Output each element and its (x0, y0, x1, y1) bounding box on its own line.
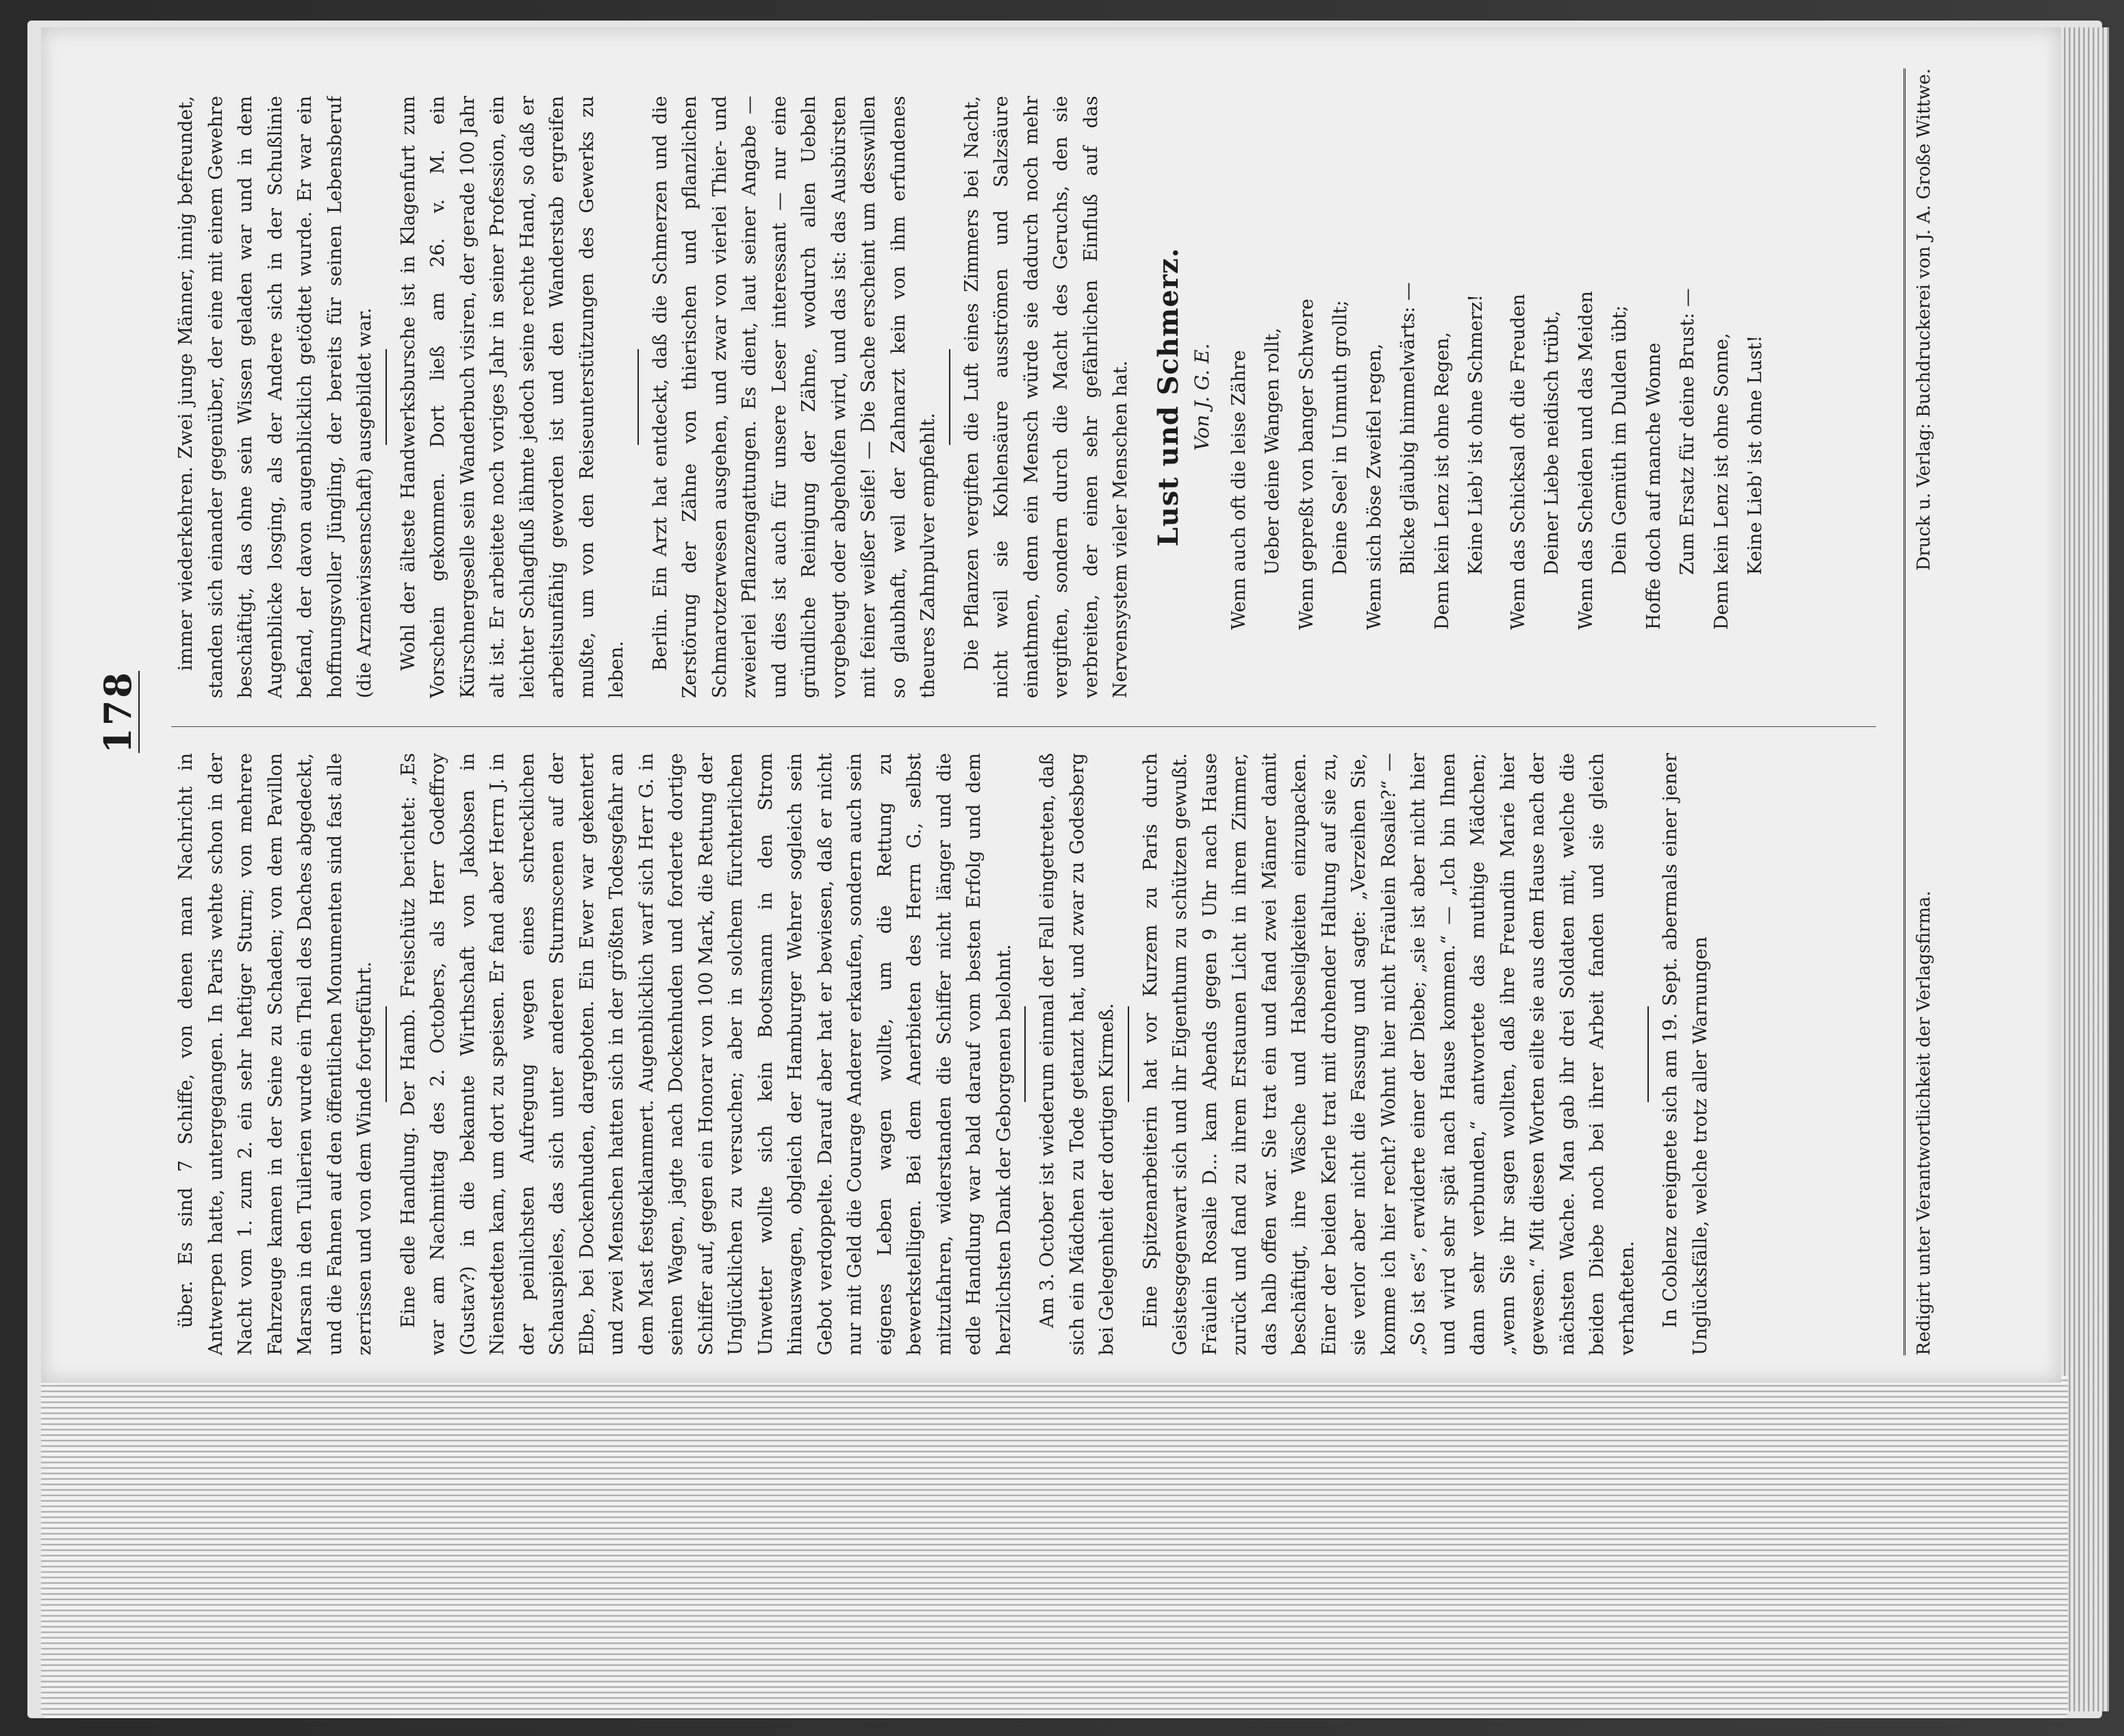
poem-line: Ueber deine Wangen rollt, (1262, 327, 1283, 575)
article-paragraph: über. Es sind 7 Schiffe, von denen man Nachricht in Antwerpen hatte, untergegangen. In Paris wehte schon in der Nacht vom 1. zum 2. ein sehr heftiger Sturm; von mehrere Fahrzeuge kamen in der Seine zu Schaden; von dem Pavillon Marsan in den Tuilerien wurde ein Theil des Daches abgedeckt, und die Fahnen auf den öffentlichen Monumenten sind fast alle zerrissen und von dem Winde fortgeführt. (175, 753, 375, 1355)
separator (637, 349, 639, 445)
page-number: 178 (96, 670, 140, 754)
poem-stanza (1504, 96, 1771, 657)
poem-line: Deine Seel' in Unmuth grollt; (1330, 300, 1351, 575)
column-rule (171, 726, 1876, 727)
poem-line: Denn kein Lenz ist ohne Regen, (1431, 331, 1453, 630)
article-paragraph: Eine edle Handlung. Der Hamb. Freischütz berichtet: „Es war am Nachmittag des 2. Octobers, als Herr Godeffroy (Gustav?) in die bekannte Wirthschaft von Jakobsen in Nienstedten kam, um dort zu speisen. Er fand aber Herrn J. in der peinlichsten Aufregung wegen eines schrecklichen Schauspieles, das sich unter anderen Sturmscenen auf der Elbe, bei Dockenhuden, dargeboten. Ein Ewer war gekentert und zwei Menschen hatten sich in der größten Todesgefahr an dem Mast festgeklammert. Augenblicklich warf sich Herr G. in seinen Wagen, jagte nach Dockenhuden und forderte dortige Schiffer auf, gegen ein Honorar von 100 Mark, die Rettung der Unglücklichen zu versuchen; aber in solchem fürchterlichen Unwetter wollte sich kein Bootsmann in den Strom hinauswagen, obgleich der Hamburger Wehrer sogleich sein Gebot verdoppelte. Darauf aber hat er bewiesen, daß er nicht nur mit Geld die Courage Anderer erkaufen, sondern auch sein eigenes Leben wagen wollte, um die Rettung zu bewerkstelligen. Bei dem Anerbieten des Herrn G., selbst mitzufahren, widerstanden die Schiffer nicht länger und die edle Handlung war bald darauf vom besten Erfolg und dem herzlichsten Dank der Geborgenen belohnt. (397, 753, 1015, 1355)
poem-line: Keine Lieb' ist ohne Schmerz! (1465, 294, 1487, 575)
book-page (41, 27, 2061, 1383)
left-column (171, 753, 1890, 1355)
footer-printer-note: Druck u. Verlag: Buchdruckerei von J. A. Große Wittwe. (1914, 68, 1934, 571)
header-rule (138, 671, 140, 753)
poem-line: Wenn das Schicksal oft die Freuden (1507, 294, 1529, 630)
article-paragraph: Am 3. October ist wiederum einmal der Fall eingetreten, daß sich ein Mädchen zu Tode getanzt hat, und zwar zu Godesberg bei Gelegenheit der dortigen Kirmeß. (1037, 753, 1117, 1355)
article-paragraph: Wohl der älteste Handwerksbursche ist in Klagenfurt zum Vorschein gekommen. Dort ließ am 26. v. M. ein Kürschnergeselle sein Wanderbuch visiren, der gerade 100 Jahr alt ist. Er arbeitete noch voriges Jahr in seiner Profession, ein leichter Schlagfluß lähmte jedoch seine rechte Hand, so daß er arbeitsunfähig geworden ist und den Wanderstab ergreifen mußte, um von den Reiseunterstützungen des Gewerks zu leben. (397, 96, 627, 698)
poem-line: Wenn sich böse Zweifel regen, (1363, 343, 1385, 630)
poem-line: Wenn auch oft die leise Zähre (1228, 350, 1250, 630)
separator (1647, 1006, 1649, 1102)
poem-title: Lust und Schmerz. (1152, 247, 1185, 547)
poem-line: Blicke gläubig himmelwärts: — (1398, 282, 1419, 575)
poem-line: Deiner Liebe neidisch trübt, (1541, 310, 1563, 575)
poem-line: Hoffe doch auf manche Wonne (1643, 342, 1665, 630)
page-edges-bottom (41, 1376, 2068, 1718)
rotated-page-content (96, 68, 2082, 1355)
poem-line: Wenn gepreßt von banger Schwere (1295, 298, 1317, 630)
separator (385, 1006, 387, 1102)
separator (1024, 1006, 1026, 1102)
poem-line: Denn kein Lenz ist ohne Sonne, (1710, 333, 1732, 630)
article-paragraph: Berlin. Ein Arzt hat entdeckt, daß die Schmerzen und die Zerstörung der Zähne von thierischen und pflanzlichen Schmarotzerwesen ausgehen, und zwar von vierlei Thier- und zweierlei Pflanzengattungen. Es dient, laut seiner Angabe — und dies ist auch für unsere Leser interessant — nur eine gründliche Reinigung der Zähne, wodurch allen Uebeln vorgebeugt oder abgeholfen wird, und das ist: das Ausbürsten mit feiner weißer Seife! — Die Sache erscheint um desswillen so glaubhaft, weil der Zahnarzt kein von ihm erfundenes theures Zahnpulver empfiehlt. (649, 96, 939, 698)
separator (949, 349, 950, 445)
footer-rule (1904, 68, 1906, 1355)
separator (385, 349, 387, 445)
poem-stanza (1224, 96, 1491, 657)
footer-editor-note: Redigirt unter Verantwortlichkeit der Verlagsfirma. (1914, 891, 1934, 1355)
article-paragraph: In Coblenz ereignete sich am 19. Sept. abermals einer jener Unglücksfälle, welche trotz aller Warnungen (1660, 753, 1711, 1355)
article-paragraph: Eine Spitzenarbeiterin hat vor Kurzem zu Paris durch Geistesgegenwart sich und ihr Eigenthum zu schützen gewußt. Fräulein Rosalie D... kam Abends gegen 9 Uhr nach Hause zurück und fand zu ihrem Erstaunen Licht in ihrem Zimmer, das halb offen war. Sie trat ein und fand zwei Männer damit beschäftigt, ihre Wäsche und Habseligkeiten einzupacken. Einer der beiden Kerle trat mit drohender Haltung auf sie zu, sie verlor aber nicht die Fassung und sagte: „Verzeihen Sie, komme ich hier recht? Wohnt hier nicht Fräulein Rosalie?“ — „So ist es“, erwiderte einer der Diebe; „sie ist aber nicht hier und wird sehr spät nach Hause kommen.“ — „Ich bin Ihnen dann sehr verbunden,“ antwortete das muthige Mädchen; „wenn Sie ihr sagen wollten, daß ihre Freundin Marie hier gewesen.“ Mit diesen Worten eilte sie aus dem Hause nach der nächsten Wache. Man gab ihr drei Soldaten mit, welche die beiden Diebe noch bei ihrer Arbeit fanden und sie gleich verhafteten. (1139, 753, 1638, 1355)
right-column (171, 96, 1890, 698)
poem-line: Wenn das Scheiden und das Meiden (1575, 291, 1597, 630)
article-paragraph: immer wiederkehren. Zwei junge Männer, innig befreundet, standen sich einander gegenüber, der eine mit einem Gewehre beschäftigt, das ohne sein Wissen geladen war und in dem Augenblicke losging, als der Andere sich in der Schußlinie befand, der davon augenblicklich getödtet wurde. Er war ein hoffnungsvoller Jüngling, der bereits für seinen Lebensberuf (die Arzneiwissenschaft) ausgebildet war. (175, 96, 375, 698)
poem-line: Dein Gemüth im Dulden übt; (1609, 305, 1630, 575)
poem-line: Keine Lieb' ist ohne Lust! (1745, 335, 1766, 575)
separator (1128, 1006, 1129, 1102)
poem-line: Zum Ersatz für deine Brust: — (1677, 288, 1698, 575)
article-paragraph: Die Pflanzen vergiften die Luft eines Zimmers bei Nacht, nicht weil sie Kohlensäure ausströmen und Salzsäure einathmen, denn ein Mensch würde sie dadurch noch mehr vergiften, sondern durch die Macht des Geruchs, den sie verbreiten, der einen sehr gefährlichen Einfluß auf das Nervensystem vieler Menschen hat. (961, 96, 1131, 698)
poem-author: Von J. G. E. (1191, 343, 1213, 451)
